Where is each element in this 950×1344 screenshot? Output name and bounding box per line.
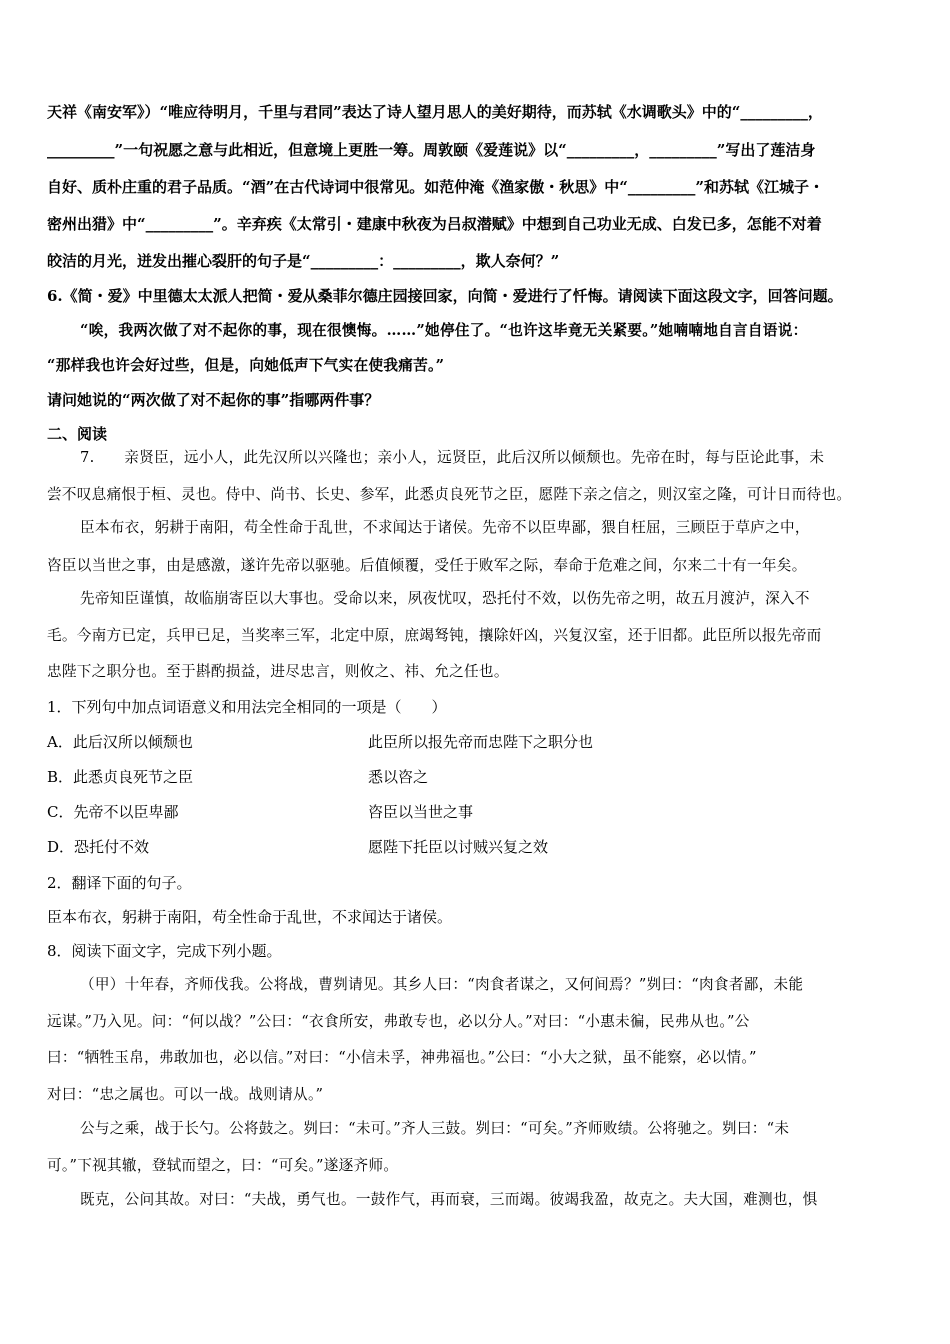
passage-line: 公与之乘，战于长勺。公将鼓之。刿曰：“未可。”齐人三鼓。刿曰：“可矣。”齐师败绩。公将驰之。刿曰：“未 [80,1120,790,1137]
passage-line: 毛。今南方已定，兵甲已足，当奖率三军，北定中原，庶竭驽钝，攘除奸凶，兴复汉室，还于旧都。此臣所以报先帝而 [47,627,822,644]
passage-line: （甲）十年春，齐师伐我。公将战，曹刿请见。其乡人曰：“肉食者谋之，又何间焉？”刿曰：“肉食者鄙，未能 [80,976,804,993]
q6-question: 请问她说的“两次做了对不起你的事”指哪两件事？ [47,391,380,409]
section-title: 二、阅读 [47,425,108,443]
passage-line: 远谋。”乃入见。问：“何以战？”公曰：“衣食所安，弗敢专也，必以分人。”对曰：“小惠未徧，民弗从也。”公 [47,1013,750,1030]
passage-line: 既克，公问其故。对曰：“夫战，勇气也。一鼓作气，再而衰，三而竭。彼竭我盈，故克之。夫大国，难测也，惧 [80,1191,818,1208]
q6-quote: “那样我也许会好过些，但是，向她低声下气实在使我痛苦。” [47,357,445,374]
q5-line: 皎洁的月光，迸发出摧心裂肝的句子是“_________：_________，欺人奈何？” [47,252,560,270]
passage-line: 曰：“牺牲玉帛，弗敢加也，必以信。”对曰：“小信未孚，神弗福也。”公曰：“小大之狱，虽不能察，必以情。” [47,1049,757,1066]
passage-line: 可。”下视其辙，登轼而望之，曰：“可矣。”遂逐齐师。 [47,1157,399,1174]
q5-line: 天祥《南安军》）“唯应待明月，千里与君同”表达了诗人望月思人的美好期待，而苏轼《水调歌头》中的“_________， [47,103,823,121]
option-d-right: 愿陛下托臣以讨贼兴复之效 [368,838,549,856]
q5-line: _________”一句祝愿之意与此相近，但意境上更胜一筹。周敦颐《爱莲说》以“_________，_________”写出了莲洁身 [47,141,816,159]
q8-stem: 8．阅读下面文字，完成下列小题。 [47,942,282,960]
translate-sentence: 臣本布衣，躬耕于南阳，苟全性命于乱世，不求闻达于诸侯。 [47,908,453,926]
option-c-left: C．先帝不以臣卑鄙 [47,803,179,821]
q5-line: 密州出猎》中“_________”。辛弃疾《太常引・建康中秋夜为吕叔潜赋》中想到自己功业无成、白发已多，怎能不对着 [47,215,822,233]
passage-line: 对曰：“忠之属也。可以一战。战则请从。” [47,1086,324,1103]
option-b-left: B．此悉贞良死节之臣 [47,768,194,786]
q6-quote: “唉，我两次做了对不起你的事，现在很懊悔。……”她停住了。“也许这毕竟无关紧要。”她喃喃地自言自语说： [80,322,808,339]
sub-question-stem: 2．翻译下面的句子。 [47,874,192,892]
passage-line: 咨臣以当世之事，由是感激，遂许先帝以驱驰。后值倾覆，受任于败军之际，奉命于危难之间，尔来二十有一年矣。 [47,557,807,574]
option-a-left: A．此后汉所以倾颓也 [47,733,193,751]
option-d-left: D．恐托付不效 [47,838,150,856]
q5-line: 自好、质朴庄重的君子品质。“酒”在古代诗词中很常见。如范仲淹《渔家傲・秋思》中“_________”和苏轼《江城子・ [47,178,825,196]
option-a-right: 此臣所以报先帝而忠陛下之职分也 [368,733,594,751]
sub-question-stem: 1．下列句中加点词语意义和用法完全相同的一项是（ ） [47,698,447,716]
q6-stem: 6.《简・爱》中里德太太派人把简・爱从桑菲尔德庄园接回家，向简・爱进行了忏悔。请阅读下面这段文字，回答问题。 [47,287,843,305]
passage-line: 忠陛下之职分也。至于斟酌损益，进尽忠言，则攸之、祎、允之任也。 [47,663,509,680]
passage-line: 7. 亲贤臣，远小人，此先汉所以兴隆也；亲小人，远贤臣，此后汉所以倾颓也。先帝在时，每与臣论此事，未 [80,449,825,466]
passage-line: 臣本布衣，躬耕于南阳，苟全性命于乱世，不求闻达于诸侯。先帝不以臣卑鄙，猥自枉屈，三顾臣于草庐之中， [80,519,810,536]
passage-line: 尝不叹息痛恨于桓、灵也。侍中、尚书、长史、参军，此悉贞良死节之臣，愿陛下亲之信之，则汉室之隆，可计日而待也。 [47,486,852,503]
passage-line: 先帝知臣谨慎，故临崩寄臣以大事也。受命以来，夙夜忧叹，恐托付不效，以伤先帝之明，故五月渡泸，深入不 [80,590,810,607]
option-b-right: 悉以咨之 [368,768,429,786]
option-c-right: 咨臣以当世之事 [368,803,474,821]
